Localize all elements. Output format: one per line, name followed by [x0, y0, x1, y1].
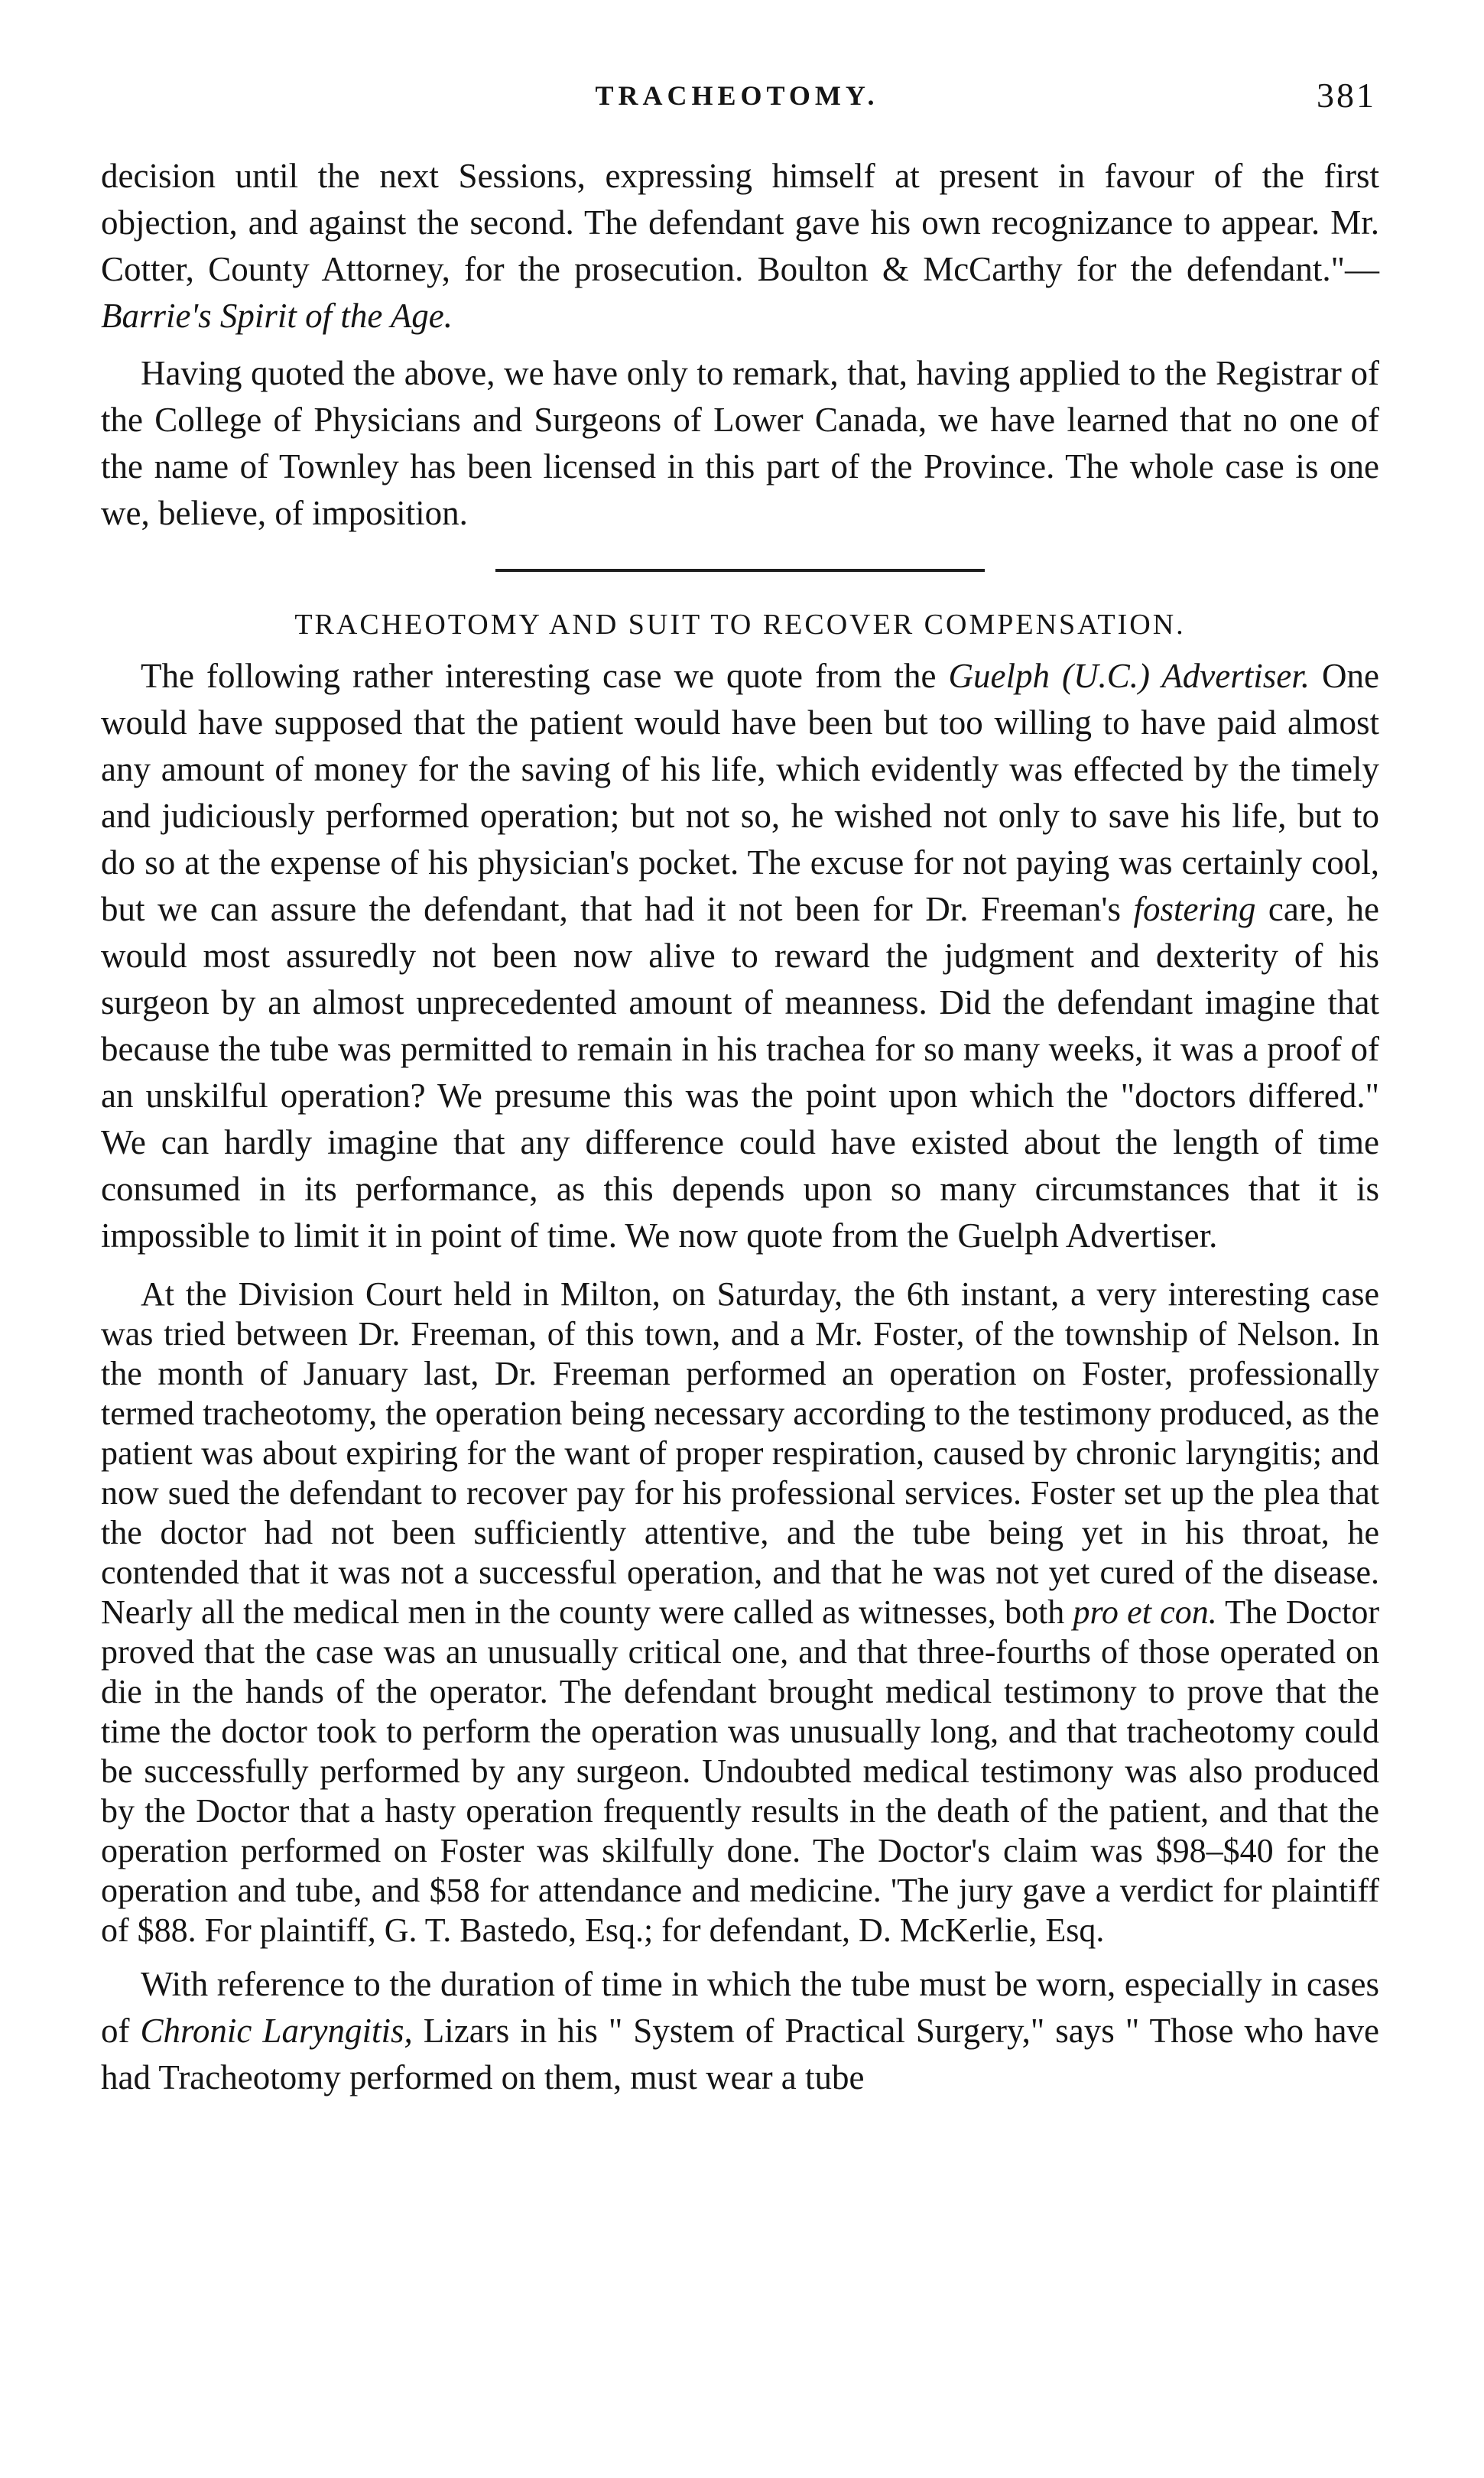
quoted-report	[101, 1275, 1379, 1950]
running-head	[98, 76, 1376, 125]
paragraph-text: Having quoted the above, we have only to remark, that, having applied to the Registrar of the College of Physicians and Surgeons of Lower Canada, we have learned that no one of the name of Townley has been licensed in this part of the Province. The whole case is one we, believe, of imposition.	[101, 354, 1379, 532]
page-number: 381	[1317, 76, 1376, 115]
disease-name: Chronic Laryngitis,	[140, 2012, 413, 2050]
section-heading: TRACHEOTOMY AND SUIT TO RECOVER COMPENSATION.	[294, 609, 1186, 641]
section-divider	[495, 569, 985, 572]
newspaper-title: Guelph (U.C.) Advertiser.	[948, 657, 1310, 695]
paragraph-lizars	[101, 1961, 1379, 2101]
source-citation: Barrie's Spirit of the Age.	[101, 297, 453, 335]
paragraph-text: At the Division Court held in Milton, on Saturday, the 6th instant, a very interesting case was tried between Dr. Freeman, of this town, and a Mr. Foster, of the township of Nelson. In the month of January last, Dr. Freeman performed an operation on Foster, professionally termed tracheotomy, the operation being necessary according to the testimony produced, as the patient was about expiring for the want of proper respiration, caused by chronic laryngitis; and now sued the defendant to recover pay for his professional services. Foster set up the plea that the doctor had not been sufficiently attentive, and the tube being yet in his throat, he contended that it was not a successful operation, and that he was not yet cured of the disease. Nearly all the medical men in the county were called as witnesses, both	[101, 1275, 1379, 1631]
paragraph-text: One would have supposed that the patient would have been but too willing to have paid almost any amount of money for the saving of his life, which evidently was effected by the timely and judiciously performed operation; but not so, he wished not only to save his life, but to do so at the expense of his physician's pocket. The excuse for not paying was certainly cool, but we can assure the defendant, that had it not been for Dr. Freeman's	[101, 657, 1379, 928]
body-text	[101, 153, 1379, 2101]
paragraph-intro	[101, 653, 1379, 1259]
paragraph-registrar	[101, 350, 1379, 537]
emphasis-word: fostering	[1133, 890, 1256, 928]
paragraph-text: The Doctor proved that the case was an unusually critical one, and that three-fourths of those operated on die in the hands of the operator. The defendant brought medical testimony to prove that the time the doctor took to perform the operation was unusually long, and that tracheotomy could be successfully performed by any surgeon. Undoubted medical testimony was also produced by the Doctor that a hasty operation frequently results in the death of the patient, and that the operation performed on Foster was skilfully done. The Doctor's claim was $98–$40 for the operation and tube, and $58 for attendance and medicine. 'The jury gave a verdict for plaintiff of $88. For plaintiff, G. T. Bastedo, Esq.; for defendant, D. McKerlie, Esq.	[101, 1593, 1379, 1949]
paragraph-text: decision until the next Sessions, expressing himself at present in favour of the first objection, and against the second. The defendant gave his own recognizance to appear. Mr. Cotter, County Attorney, for the prosecution. Boulton & McCarthy for the defendant."—	[101, 157, 1379, 288]
paragraph-continued	[101, 153, 1379, 339]
paragraph-text: With reference to the duration of time in which the tube must be worn, especially in cases of	[101, 1965, 1379, 2050]
running-title: TRACHEOTOMY.	[595, 80, 879, 111]
latin-phrase: pro et con.	[1073, 1593, 1217, 1631]
paragraph-text: care, he would most assuredly not been now alive to reward the judgment and dexterity of his surgeon by an almost unprecedented amount of meanness. Did the defendant imagine that because the tube was permitted to remain in his trachea for so many weeks, it was a proof of an unskilful operation? We presume this was the point upon which the "doctors differed." We can hardly imagine that any difference could have existed about the length of time consumed in its performance, as this depends upon so many circumstances that it is impossible to limit it in point of time. We now quote from the Guelph Advertiser.	[101, 890, 1379, 1255]
paragraph-text: The following rather interesting case we quote from the	[141, 657, 949, 695]
paragraph-text: Lizars in his " System of Practical Surgery," says " Those who have had Tracheotomy performed on them, must wear a tube	[101, 2012, 1379, 2096]
